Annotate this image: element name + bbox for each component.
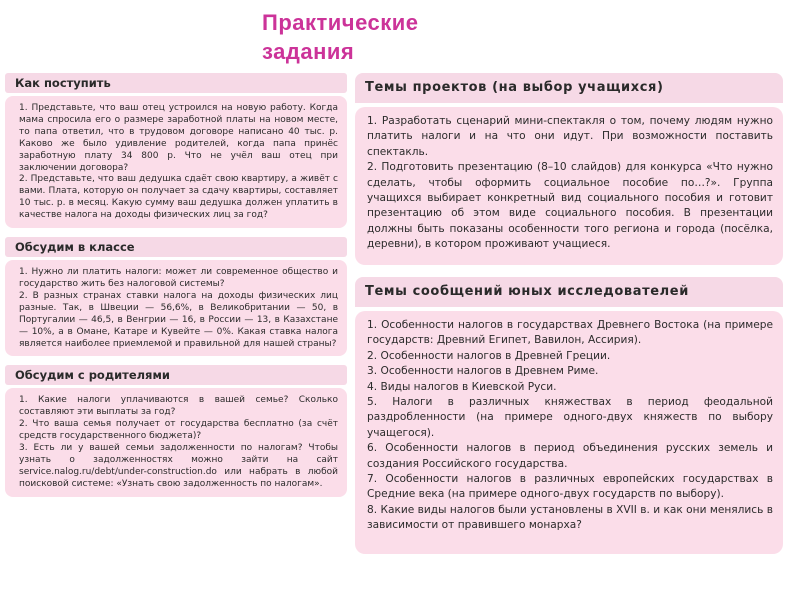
- section-box-parents-discussion: [5, 388, 347, 496]
- section-box-research-reports: [355, 311, 783, 554]
- list-item: 4. Виды налогов в Киевской Руси.: [367, 380, 557, 393]
- list-item: 1. Какие налоги уплачиваются в вашей семье? Сколько составляют эти выплаты за год?: [19, 395, 338, 418]
- section-header-projects: Темы проектов (на выбор учащихся): [355, 73, 783, 103]
- section-header-class-discussion: Обсудим в классе: [5, 237, 347, 257]
- section-box-how-to-act: [5, 96, 347, 228]
- list-item: 1. Нужно ли платить налоги: может ли современное общество и государство жить без налоговой системы?: [19, 267, 338, 289]
- section-header-research-reports: Темы сообщений юных исследователей: [355, 277, 783, 307]
- list-item: 7. Особенности налогов в различных европейских государствах в Средние века (на примере одного-двух государств по выбору).: [367, 473, 773, 501]
- list-item: 2. Что ваша семья получает от государства бесплатно (за счёт средств государственного бюджета)?: [19, 419, 338, 442]
- list-item: 2. Представьте, что ваш дедушка сдаёт свою квартиру, а живёт с вами. Плата, которую он получает за сдачу квартиры, составляет 10 тыс. р. в месяц. Какую сумму ваш дедушка должен уплатить в качестве налога на доходы физических лиц за год?: [19, 174, 338, 221]
- list-item: 3. Особенности налогов в Древнем Риме.: [367, 365, 599, 378]
- list-item: 3. Есть ли у вашей семьи задолженности по налогам? Чтобы узнать о задолженностях можно зайти на сайт service.nalog.ru/debt/under-construction.do или набрать в любой поисковой системе: «Узнать свою задолженность по налогам».: [19, 443, 338, 489]
- list-item: 1. Особенности налогов в государствах Древнего Востока (на примере государств: Древний Египет, Вавилон, Ассирия).: [367, 319, 773, 347]
- page-title-line1: Практические: [262, 10, 419, 35]
- list-item: 2. Особенности налогов в Древней Греции.: [367, 349, 611, 362]
- right-column: [355, 73, 783, 554]
- list-item: 8. Какие виды налогов были установлены в XVII в. и как они менялись в зависимости от правившего монарха?: [367, 503, 773, 532]
- section-header-parents-discussion: Обсудим с родителями: [5, 365, 347, 385]
- left-column: [5, 73, 347, 497]
- section-box-class-discussion: [5, 260, 347, 356]
- page-title-line2: задания: [262, 39, 355, 64]
- section-box-projects: [355, 107, 783, 265]
- section-header-how-to-act: Как поступить: [5, 73, 347, 93]
- list-item: 6. Особенности налогов в период объединения русских земель и создания Российского государства.: [367, 442, 773, 470]
- list-item: 2. В разных странах ставки налога на доходы физических лиц разные. Так, в Швеции — 56,6%, в Великобритании — 50, в Португалии — 46,5, в Венгрии — 16, в России — 13, в Казахстане — 10%, а в Омане, Катаре и Кувейте — 0%. Какая ставка налога является наиболее приемлемой и правильной для нашей страны?: [19, 290, 338, 349]
- page-title: [262, 8, 419, 66]
- list-item: 5. Налоги в различных княжествах в период феодальной раздробленности (на примере одного-двух княжеств по выбору учащегося).: [367, 396, 773, 439]
- list-item: 1. Разработать сценарий мини-спектакля о том, почему людям нужно платить налоги и на что они идут. При возможности поставить спектакль.: [367, 115, 773, 158]
- list-item: 2. Подготовить презентацию (8–10 слайдов) для конкурса «Что нужно сделать, чтобы оформить социальное пособие по…?». Группа учащихся выбирает конкретный вид социального пособия и готовит презентацию об этом виде социального пособия. В презентации должны быть показаны особенности того региона и города (посёлка, деревни), в котором проживают учащиеся.: [367, 161, 773, 251]
- list-item: 1. Представьте, что ваш отец устроился на новую работу. Когда мама спросила его о размере заработной платы на новом месте, то папа ответил, что в трудовом договоре написано 40 тыс. р. Каково же было удивление родителей, когда папа принёс заработную плату 34 800 р. Что не учёл ваш отец при заключении договора?: [19, 103, 338, 173]
